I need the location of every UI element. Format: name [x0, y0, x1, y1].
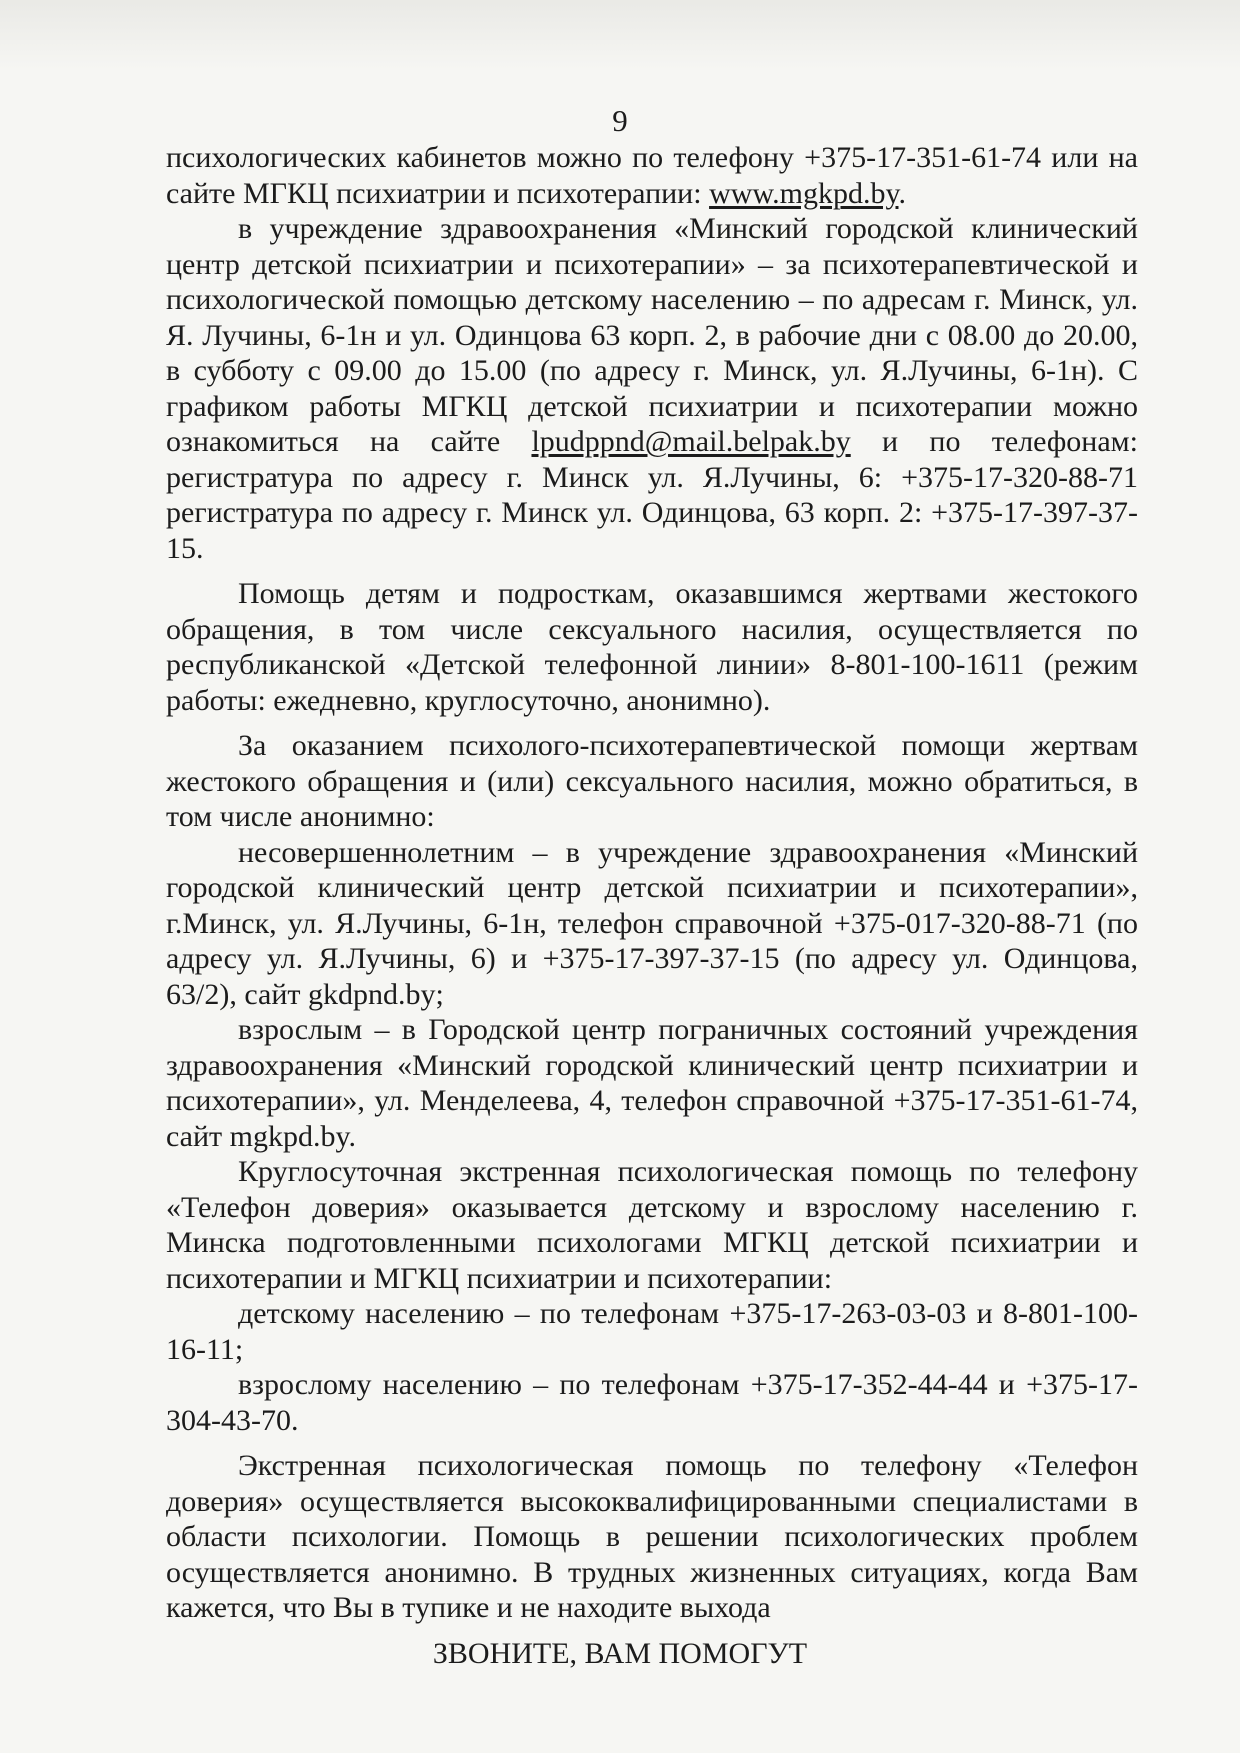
paragraph-1-end: .: [898, 176, 906, 210]
paragraph-2: [166, 211, 1138, 566]
paragraph-4: За оказанием психолого-психотерапевтической помощи жертвам жестокого обращения и (или) сексуального насилия, можно обратиться, в том числе анонимно:: [166, 729, 1138, 833]
paragraph-7: Круглосуточная экстренная психологическая помощь по телефону «Телефон доверия» оказывается детскому и взрослому населению г. Минска подготовленными психологами МГКЦ детской психиатрии и психотерапии и МГКЦ психиатрии и психотерапии:: [166, 1155, 1138, 1295]
email-link[interactable]: lpudppnd@mail.belpak.by: [531, 425, 851, 458]
paragraph-3: Помощь детям и подросткам, оказавшимся жертвами жестокого обращения, в том числе сексуального насилия, осуществляется по республиканской «Детской телефонной линии» 8-801-100-1611 (режим работы: ежедневно, круглосуточно, анонимно).: [166, 577, 1138, 717]
paragraph-8: детскому населению – по телефонам +375-17-263-03-03 и 8-801-100-16-11;: [166, 1297, 1138, 1366]
website-link[interactable]: www.mgkpd.by: [709, 176, 899, 210]
paragraph-2-end: и по телефонам: регистратура по адресу г. Минск ул. Я.Лучины, 6: +375-17-320-88-71 регистратура по адресу г. Минск ул. Одинцова, 63 корп. 2: +375-17-397-37-15.: [166, 425, 1138, 565]
paragraph-6: взрослым – в Городской центр пограничных состояний учреждения здравоохранения «Минский городской клинический центр психиатрии и психотерапии», ул. Менделеева, 4, телефон справочной +375-17-351-61-74, сайт mgkpd.by.: [166, 1013, 1138, 1153]
paragraph-5: несовершеннолетним – в учреждение здравоохранения «Минский городской клинический центр детской психиатрии и психотерапии», г.Минск, ул. Я.Лучины, 6-1н, телефон справочной +375-017-320-88-71 (по адресу ул. Я.Лучины, 6) и +375-17-397-37-15 (по адресу ул. Одинцова, 63/2), сайт gkdpnd.by;: [166, 835, 1138, 1011]
scan-shadow: [0, 0, 1240, 70]
closing-call-to-action: ЗВОНИТЕ, ВАМ ПОМОГУТ: [432, 1637, 808, 1670]
paragraph-1-text: психологических кабинетов можно по телефону +375-17-351-61-74 или на сайте МГКЦ психиатрии и психотерапии:: [166, 141, 1138, 210]
body-text: [166, 140, 1138, 1626]
paragraph-10: Экстренная психологическая помощь по телефону «Телефон доверия» осуществляется высококвалифицированными специалистами в области психологии. Помощь в решении психологических проблем осуществляется анонимно. В трудных жизненных ситуациях, когда Вам кажется, что Вы в тупике и не находите выхода: [166, 1449, 1138, 1624]
paragraph-1: [166, 140, 1138, 211]
page-number: 9: [612, 103, 628, 138]
paragraph-9: взрослому населению – по телефонам +375-17-352-44-44 и +375-17-304-43-70.: [166, 1368, 1138, 1437]
paragraph-2-text: в учреждение здравоохранения «Минский городской клинический центр детской психиатрии и психотерапии» – за психотерапевтической и психологической помощью детскому населению – по адресам г. Минск, ул. Я. Лучины, 6-1н и ул. Одинцова 63 корп. 2, в рабочие дни с 08.00 до 20.00, в субботу с 09.00 до 15.00 (по адресу г. Минск, ул. Я.Лучины, 6-1н). С графиком работы МГКЦ детской психиатрии и психотерапии можно ознакомиться на сайте: [166, 212, 1138, 458]
